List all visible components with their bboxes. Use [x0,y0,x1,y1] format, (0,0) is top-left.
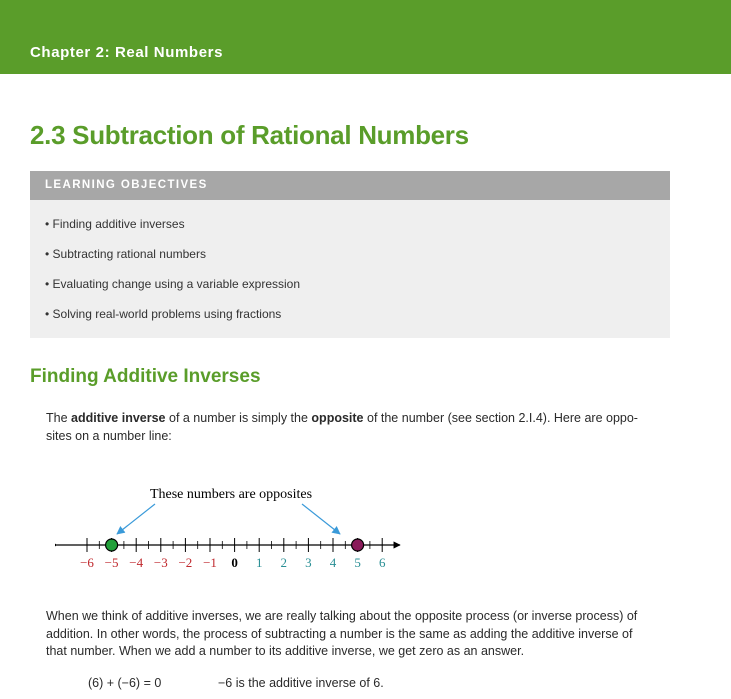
number-line-tick-label: 5 [354,555,361,570]
intro-mid: of a number is simply the [165,411,312,425]
number-line-tick-label: −6 [80,555,94,570]
number-line-tick-label: −5 [104,555,119,570]
number-line-svg [55,478,415,578]
objective-item: • Evaluating change using a variable expression [45,277,301,291]
paragraph-line: addition. In other words, the process of subtracting a number is the same as adding the additive inverse of [46,626,633,641]
number-line-tick-label: 3 [305,555,312,570]
number-line-tick-label: −2 [178,555,193,570]
left-pointer-arrow [117,504,155,534]
subsection-title: Finding Additive Inverses [30,366,261,387]
intro-line2: sites on a number line: [46,428,172,443]
learning-objectives-heading: LEARNING OBJECTIVES [30,171,670,200]
right-pointer-arrow [302,504,340,534]
number-line-tick-label: −4 [129,555,144,570]
objective-item: • Solving real-world problems using fractions [45,307,282,321]
paragraph-line: When we think of additive inverses, we are really talking about the opposite process (or inverse process) of [46,609,638,623]
number-line-tick-label: 4 [329,555,337,570]
paragraph-line: that number. When we add a number to its additive inverse, we get zero as an answer. [46,644,525,658]
example-equation: (6) + (−6) = 0 [88,676,162,690]
example-explanation: −6 is the additive inverse of 6. [218,676,384,690]
objective-item: • Subtracting rational numbers [45,247,206,261]
chapter-header-bar [0,0,731,74]
number-line-tick-label: −1 [203,555,217,570]
number-line-tick-label: 2 [280,555,288,570]
additive-inverse-paragraph [46,608,671,661]
learning-objectives-box [30,171,670,338]
marked-point-negative [106,539,118,551]
number-line-tick-label: 6 [378,555,386,570]
number-line-caption: These numbers are opposites [149,487,313,502]
number-line-labels [80,555,386,570]
intro-paragraph [46,410,671,445]
section-title: 2.3 Subtraction of Rational Numbers [30,120,469,150]
intro-lead: The [46,411,72,425]
term-additive-inverse: additive inverse [71,411,166,425]
number-line-tick-label: 0 [231,555,238,570]
number-line-tick-label: 1 [255,555,263,570]
objective-item: • Finding additive inverses [45,217,185,231]
term-opposite: opposite [311,411,364,425]
chapter-title: Chapter 2: Real Numbers [30,44,224,61]
intro-tail: of the number (see section 2.I.4). Here are oppo- [363,411,638,425]
marked-point-positive [352,539,364,551]
number-line-tick-label: −3 [153,555,168,570]
number-line-figure [55,478,415,583]
